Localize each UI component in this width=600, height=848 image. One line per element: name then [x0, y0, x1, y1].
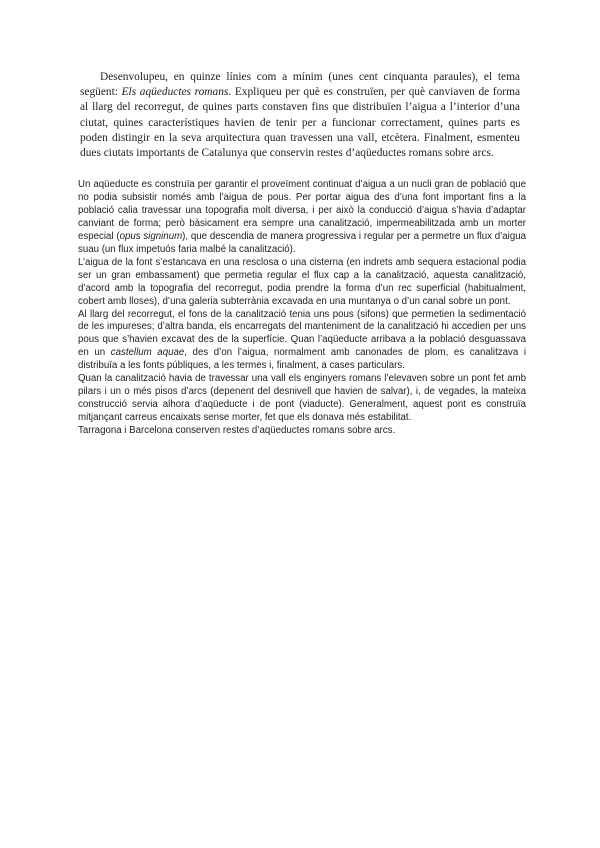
prompt-rest-text: . Expliqueu per què es construïen, per què canviaven de forma al llarg del recorregut, de quines parts constaven fins que distribuïen l’aigua a l’interior d’una ciutat, quines característiques havien de tenir per a funcionar correctament, quines parts es poden distingir en la seva arquitectura quan travessen una vall, etcètera. Finalment, esmenteu dues ciutats importants de Catalunya que conservin restes d’aqüeductes romans sobre arcs. — [80, 86, 521, 160]
answer-paragraph-1-part-a: Un aqüeducte es construïa per garantir el proveïment continuat d’aigua a un nucli gran de població que no podia subsistir només amb l’aigua de pous. Per portar aigua des d’una font important fins a la població calia travessar una topografia molt diversa, i per això la conducció d’aigua s’havia d’adaptar canviant de forma; però bàsicament era sempre una canalització, impermeabilitzada amb un morter especial ( — [78, 179, 526, 242]
answer-paragraph-2: L’aigua de la font s’estancava en una resclosa o una cisterna (en indrets amb sequera estacional podia ser un gran embassament) que permetia regular el flux cap a la canalització, aquesta canalització, d’acord amb la topografia del recorregut, podia prendre la forma d’un rec superficial (habitualment, cobert amb lloses), d’una galeria subterrània excavada en una muntanya o d’un canal sobre un pont. — [78, 256, 526, 307]
answer-paragraph-5: Tarragona i Barcelona conserven restes d’aqüeductes romans sobre arcs. — [78, 425, 396, 437]
answer-paragraph-3-part-a: Al llarg del recorregut, el fons de la canalització tenia uns pous (sifons) que permetien la sedimentació de les impureses; d’altra banda, els encarregats del manteniment de la canalització hi accedien per uns pous que s’havien excavat des de la superfície. Quan l’aqüeducte arribava a la població desguassava en un — [78, 308, 526, 359]
prompt-topic: Els aqüeductes romans — [121, 86, 229, 99]
answer-paragraph-3-part-b: , des d’on l’aigua, normalment amb canonades de plom, es canalitzava i distribuïa a les fonts públiques, a les termes i, finalment, a cases particulars. — [78, 347, 527, 372]
answer-paragraph-4: Quan la canalització havia de travessar una vall els enginyers romans l’elevaven sobre un pont fet amb pilars i un o més pisos d’arcs (depenent del desnivell que havien de salvar), i, de vegades, la mateixa construcció servia alhora d’aqüeducte i de pont (viaducte). Generalment, aquest pont es construïa mitjançant carreus encaixats sense morter, fet que els donava més estabilitat. — [78, 373, 526, 424]
answer-paragraph-3 — [78, 309, 526, 374]
answer-paragraph-3-term: castellum aquae — [110, 347, 185, 359]
answer-text — [78, 179, 526, 438]
exam-prompt — [80, 70, 520, 161]
answer-paragraph-1-part-b: ), que descendia de manera progressiva i regular per a permetre un flux d’aigua suau (un flux impetuós faria malbé la canalització). — [78, 230, 526, 255]
prompt-lead-text: Desenvolupeu, en quinze línies com a mínim (unes cent cinquanta paraules), el tema següent: — [80, 71, 520, 99]
answer-paragraph-1 — [78, 179, 526, 257]
answer-paragraph-1-term: opus signinum — [119, 230, 183, 242]
